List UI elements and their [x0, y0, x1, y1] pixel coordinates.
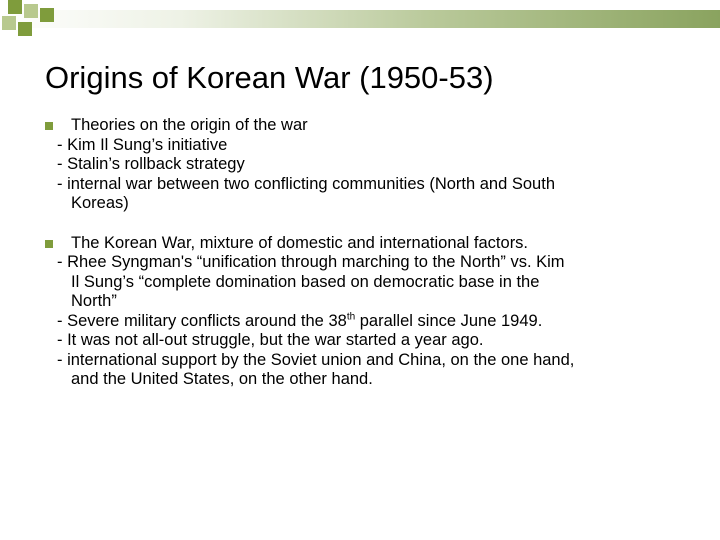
sub-item-text: - Stalin’s rollback strategy: [57, 155, 245, 173]
slide-title: Origins of Korean War (1950-53): [45, 60, 494, 95]
sub-item: [45, 331, 685, 351]
header-gradient-bar: [0, 10, 720, 28]
corner-square: [40, 8, 54, 22]
sub-item-text: - Kim Il Sung’s initiative: [57, 135, 228, 154]
sub-item: [45, 175, 685, 195]
sub-item-text: - international support by the Soviet union and China, on the one hand,: [57, 350, 575, 369]
square-bullet-icon: [45, 240, 53, 248]
sub-item-text: - It was not all-out struggle, but the war started a year ago.: [57, 331, 484, 349]
sub-item: [45, 155, 685, 175]
corner-squares: [0, 0, 60, 40]
corner-square: [18, 22, 32, 36]
sub-item-text: - Severe military conflicts around the 38: [57, 311, 347, 330]
sub-item-continuation: [45, 273, 685, 293]
sub-item-text: Koreas): [71, 194, 129, 212]
corner-square: [8, 0, 22, 14]
slide-content: [45, 116, 685, 390]
sub-item: [45, 312, 685, 332]
sub-item: [45, 253, 685, 273]
sub-item-continuation: [45, 292, 685, 312]
sub-item: [45, 351, 685, 371]
sub-item-text: - internal war between two conflicting communities (North and South: [57, 174, 555, 193]
bullet-text: The Korean War, mixture of domestic and international factors.: [71, 233, 529, 252]
corner-square: [24, 4, 38, 18]
sub-item-text: and the United States, on the other hand.: [71, 370, 373, 388]
square-bullet-icon: [45, 122, 53, 130]
sub-item-text: parallel since June 1949.: [355, 311, 543, 330]
sub-item-text: Il Sung’s “complete domination based on democratic base in the: [71, 272, 540, 291]
bullet-item: [45, 116, 685, 136]
bullet-item: [45, 234, 685, 254]
sub-item-text: - Rhee Syngman's “unification through marching to the North” vs. Kim: [57, 253, 565, 271]
superscript-text: th: [346, 311, 356, 322]
corner-square: [2, 16, 16, 30]
sub-item-continuation: [45, 194, 685, 214]
sub-item-text: North”: [71, 292, 117, 310]
sub-item: [45, 136, 685, 156]
bullet-text: Theories on the origin of the war: [71, 116, 308, 134]
sub-item-continuation: [45, 370, 685, 390]
